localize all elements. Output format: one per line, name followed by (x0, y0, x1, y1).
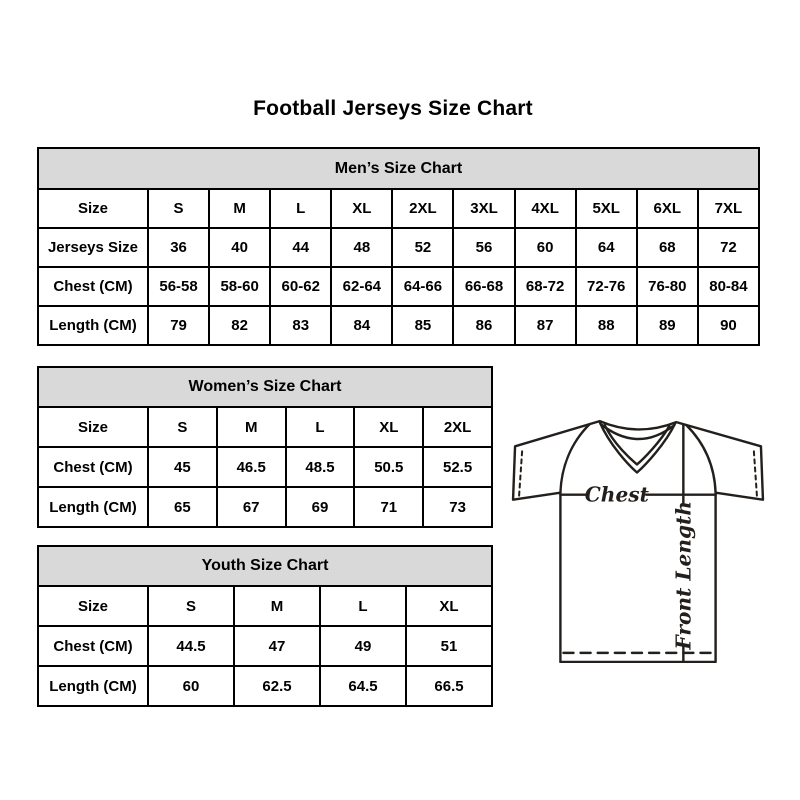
value-cell: 68-72 (515, 267, 576, 306)
value-cell: L (320, 586, 406, 626)
row-label-cell: Chest (CM) (38, 626, 148, 666)
value-cell: 80-84 (698, 267, 759, 306)
youth-size-table (37, 545, 493, 707)
value-cell: 47 (234, 626, 320, 666)
value-cell: S (148, 189, 209, 228)
womens-table-header: Women’s Size Chart (38, 367, 492, 407)
value-cell: 85 (392, 306, 453, 345)
value-cell: M (217, 407, 286, 447)
value-cell: 60 (148, 666, 234, 706)
value-cell: 66-68 (453, 267, 514, 306)
value-cell: 60 (515, 228, 576, 267)
table-header-row (38, 546, 492, 586)
row-label-cell: Chest (CM) (38, 447, 148, 487)
jersey-diagram (507, 411, 769, 663)
value-cell: 62-64 (331, 267, 392, 306)
value-cell: 76-80 (637, 267, 698, 306)
value-cell: 48.5 (286, 447, 355, 487)
value-cell: 48 (331, 228, 392, 267)
value-cell: 86 (453, 306, 514, 345)
value-cell: 62.5 (234, 666, 320, 706)
table-row (38, 487, 492, 527)
value-cell: 50.5 (354, 447, 423, 487)
table-row (38, 447, 492, 487)
value-cell: 46.5 (217, 447, 286, 487)
value-cell: L (270, 189, 331, 228)
mens-size-table (37, 147, 760, 346)
value-cell: 84 (331, 306, 392, 345)
value-cell: 51 (406, 626, 492, 666)
chest-label: Chest (584, 482, 649, 507)
value-cell: 52 (392, 228, 453, 267)
value-cell: 56 (453, 228, 514, 267)
jersey-seam-right (686, 425, 715, 493)
value-cell: M (234, 586, 320, 626)
table-row (38, 267, 759, 306)
page-title: Football Jerseys Size Chart (253, 97, 533, 120)
row-label-cell: Length (CM) (38, 306, 148, 345)
value-cell: 52.5 (423, 447, 492, 487)
value-cell: 72-76 (576, 267, 637, 306)
womens-size-table (37, 366, 493, 528)
table-row (38, 189, 759, 228)
value-cell: S (148, 407, 217, 447)
value-cell: XL (331, 189, 392, 228)
table-header-row (38, 367, 492, 407)
value-cell: 5XL (576, 189, 637, 228)
value-cell: 64.5 (320, 666, 406, 706)
front-length-label: Front Length (671, 500, 696, 650)
value-cell: 82 (209, 306, 270, 345)
value-cell: 71 (354, 487, 423, 527)
value-cell: 44 (270, 228, 331, 267)
row-label-cell: Length (CM) (38, 666, 148, 706)
jersey-outline (513, 421, 763, 662)
table-header-row (38, 148, 759, 189)
mens-table-header: Men’s Size Chart (38, 148, 759, 189)
row-label-cell: Size (38, 407, 148, 447)
value-cell: 36 (148, 228, 209, 267)
value-cell: 73 (423, 487, 492, 527)
jersey-v-neck-inner (605, 425, 669, 464)
value-cell: 83 (270, 306, 331, 345)
value-cell: L (286, 407, 355, 447)
value-cell: 45 (148, 447, 217, 487)
table-row (38, 407, 492, 447)
row-label-cell: Chest (CM) (38, 267, 148, 306)
table-row (38, 228, 759, 267)
value-cell: 3XL (453, 189, 514, 228)
cuff-stitch-left-dash (519, 451, 522, 495)
value-cell: 58-60 (209, 267, 270, 306)
row-label-cell: Size (38, 586, 148, 626)
value-cell: 68 (637, 228, 698, 267)
value-cell: M (209, 189, 270, 228)
value-cell: 87 (515, 306, 576, 345)
value-cell: 2XL (392, 189, 453, 228)
value-cell: 72 (698, 228, 759, 267)
value-cell: 69 (286, 487, 355, 527)
value-cell: 79 (148, 306, 209, 345)
row-label-cell: Length (CM) (38, 487, 148, 527)
value-cell: 90 (698, 306, 759, 345)
table-row (38, 626, 492, 666)
row-label-cell: Jerseys Size (38, 228, 148, 267)
value-cell: 88 (576, 306, 637, 345)
cuff-stitch-right-dash (754, 451, 757, 495)
value-cell: 66.5 (406, 666, 492, 706)
value-cell: 44.5 (148, 626, 234, 666)
value-cell: 40 (209, 228, 270, 267)
value-cell: 89 (637, 306, 698, 345)
table-row (38, 306, 759, 345)
value-cell: 65 (148, 487, 217, 527)
row-label-cell: Size (38, 189, 148, 228)
table-row (38, 586, 492, 626)
table-row (38, 666, 492, 706)
value-cell: 49 (320, 626, 406, 666)
value-cell: 60-62 (270, 267, 331, 306)
value-cell: XL (354, 407, 423, 447)
value-cell: 2XL (423, 407, 492, 447)
value-cell: 6XL (637, 189, 698, 228)
value-cell: 56-58 (148, 267, 209, 306)
value-cell: 4XL (515, 189, 576, 228)
value-cell: 67 (217, 487, 286, 527)
value-cell: S (148, 586, 234, 626)
value-cell: 7XL (698, 189, 759, 228)
value-cell: 64 (576, 228, 637, 267)
value-cell: 64-66 (392, 267, 453, 306)
value-cell: XL (406, 586, 492, 626)
youth-table-header: Youth Size Chart (38, 546, 492, 586)
